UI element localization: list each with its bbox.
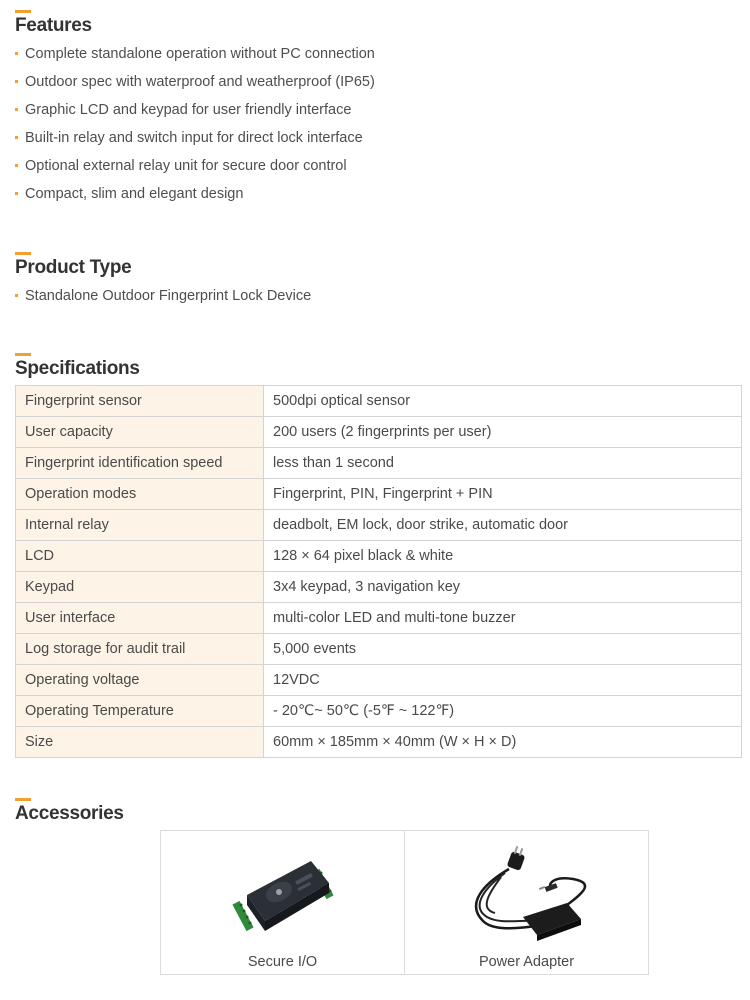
table-row (16, 510, 742, 541)
list-item: Optional external relay unit for secure door control (15, 152, 375, 180)
list-item: Complete standalone operation without PC connection (15, 40, 375, 68)
spec-label: User capacity (16, 417, 264, 448)
bullet-icon (15, 294, 18, 297)
spec-label: Operating voltage (16, 665, 264, 696)
accessory-caption: Power Adapter (478, 954, 575, 970)
spec-label: User interface (16, 603, 264, 634)
table-row (16, 572, 742, 603)
heading-accent-bar (15, 252, 31, 255)
bullet-icon (15, 192, 18, 195)
bullet-icon (15, 108, 18, 111)
spec-label: Log storage for audit trail (16, 634, 264, 665)
bullet-icon (15, 164, 18, 167)
table-row (16, 448, 742, 479)
accessories-heading: Accessories (15, 803, 124, 824)
product-type-section (15, 252, 311, 310)
table-row (16, 727, 742, 758)
list-item: Outdoor spec with waterproof and weatherproof (IP65) (15, 68, 375, 96)
product-type-list (15, 282, 311, 310)
spec-value: 5,000 events (264, 634, 742, 665)
list-item: Graphic LCD and keypad for user friendly interface (15, 96, 375, 124)
secure-io-module-icon (161, 843, 404, 943)
spec-label: LCD (16, 541, 264, 572)
table-row (16, 417, 742, 448)
spec-value: 500dpi optical sensor (264, 386, 742, 417)
heading-accent-bar (15, 798, 31, 801)
product-type-heading: Product Type (15, 257, 132, 278)
table-row (16, 603, 742, 634)
spec-value: 3x4 keypad, 3 navigation key (264, 572, 742, 603)
spec-label: Operating Temperature (16, 696, 264, 727)
features-list (15, 40, 375, 208)
spec-value: - 20℃~ 50℃ (-5℉ ~ 122℉) (264, 696, 742, 727)
spec-label: Keypad (16, 572, 264, 603)
table-row (16, 634, 742, 665)
accessories-section (15, 798, 124, 825)
accessory-caption: Secure I/O (247, 954, 318, 970)
list-item: Built-in relay and switch input for direct lock interface (15, 124, 375, 152)
spec-label: Size (16, 727, 264, 758)
spec-value: less than 1 second (264, 448, 742, 479)
spec-value: 128 × 64 pixel black & white (264, 541, 742, 572)
heading-accent-bar (15, 353, 31, 356)
accessories-grid (160, 830, 649, 975)
spec-label: Operation modes (16, 479, 264, 510)
bullet-icon (15, 136, 18, 139)
heading-accent-bar (15, 10, 31, 13)
power-adapter-icon (405, 843, 648, 943)
features-section (15, 10, 375, 208)
table-row (16, 665, 742, 696)
features-heading: Features (15, 15, 92, 36)
table-row (16, 541, 742, 572)
spec-value: 60mm × 185mm × 40mm (W × H × D) (264, 727, 742, 758)
accessory-card-secure-io (161, 831, 404, 974)
spec-label: Fingerprint sensor (16, 386, 264, 417)
list-item: Standalone Outdoor Fingerprint Lock Device (15, 282, 311, 310)
spec-label: Fingerprint identification speed (16, 448, 264, 479)
bullet-icon (15, 80, 18, 83)
spec-label: Internal relay (16, 510, 264, 541)
spec-value: deadbolt, EM lock, door strike, automatic door (264, 510, 742, 541)
bullet-icon (15, 52, 18, 55)
table-row (16, 386, 742, 417)
table-row (16, 479, 742, 510)
accessory-card-power-adapter (404, 831, 648, 974)
table-row (16, 696, 742, 727)
specifications-section (15, 353, 140, 380)
spec-value: multi-color LED and multi-tone buzzer (264, 603, 742, 634)
spec-value: Fingerprint, PIN, Fingerprint + PIN (264, 479, 742, 510)
spec-value: 12VDC (264, 665, 742, 696)
list-item: Compact, slim and elegant design (15, 180, 375, 208)
spec-value: 200 users (2 fingerprints per user) (264, 417, 742, 448)
specifications-table (15, 385, 742, 758)
specifications-heading: Specifications (15, 358, 140, 379)
